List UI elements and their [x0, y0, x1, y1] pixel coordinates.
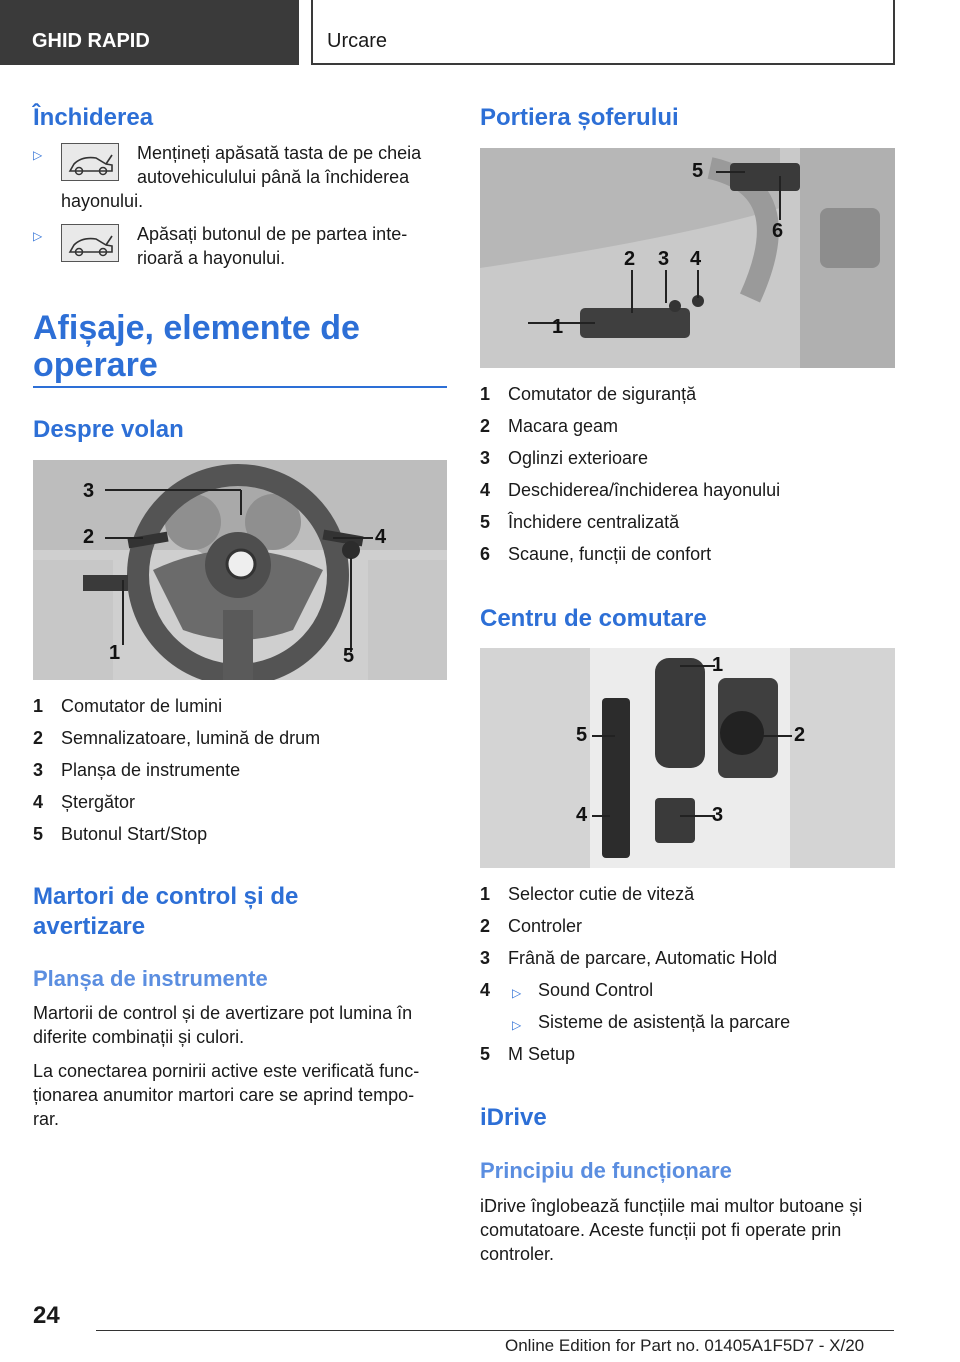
- list-item: 3 Frână de parcare, Automatic Hold: [480, 948, 778, 968]
- wheel-callout-1: 1: [109, 642, 121, 664]
- triangle-bullet-icon: ▷: [512, 1018, 522, 1032]
- wheel-callout-5: 5: [343, 645, 355, 667]
- console-callout-4: 4: [576, 804, 588, 826]
- instr-subheading: Planșa de instrumente: [33, 966, 268, 991]
- door-callout-6: 6: [772, 220, 784, 242]
- list-item: 2 Controler: [480, 916, 583, 936]
- closing-item-2-line2: rioară a hayonului.: [137, 248, 286, 268]
- idrive-line1: iDrive înglobează funcțiile mai multor butoane și: [480, 1196, 863, 1216]
- list-item: 3 Oglinzi exterioare: [480, 448, 649, 468]
- list-item: 1 Comutator de siguranță: [480, 384, 697, 404]
- page-number: 24: [33, 1302, 60, 1329]
- center-console-photo: [480, 648, 895, 868]
- wheel-legend: [33, 694, 447, 854]
- idrive-subheading: Principiu de funcționare: [480, 1158, 732, 1183]
- door-callout-3: 3: [658, 248, 670, 270]
- wheel-heading: Despre volan: [33, 416, 184, 443]
- door-callout-4: 4: [690, 248, 702, 270]
- list-item: 4 Deschiderea/închiderea hayonului: [480, 480, 781, 500]
- header-section: GHID RAPID: [0, 0, 299, 65]
- console-callout-2: 2: [794, 724, 806, 746]
- door-legend: [480, 382, 895, 574]
- list-item: 1 Comutator de lumini: [33, 696, 223, 716]
- door-heading: Portiera șoferului: [480, 104, 679, 131]
- list-item: 2 Macara geam: [480, 416, 619, 436]
- closing-heading: Închiderea: [33, 104, 154, 131]
- console-legend: [480, 882, 895, 1074]
- closing-item-2-line1: Apăsați butonul de pe partea inte‐: [137, 224, 408, 244]
- console-callout-1: 1: [712, 654, 724, 676]
- warning-heading-line2: avertizare: [33, 913, 146, 940]
- door-callout-5: 5: [692, 160, 704, 182]
- closing-item-1-line1: Mențineți apăsată tasta de pe cheia: [137, 143, 422, 163]
- list-item: 3 Planșa de instrumente: [33, 760, 241, 780]
- car-trunk-icon: [61, 143, 119, 181]
- idrive-line2: comutatoare. Aceste funcții pot fi operate prin: [480, 1220, 842, 1240]
- footer-text: Online Edition for Part no. 01405A1F5D7 - X/20: [505, 1336, 865, 1355]
- instr-p1-line1: Martorii de control și de avertizare pot lumina în: [33, 1003, 413, 1023]
- instr-p2-line2: ționarea anumitor martori care se aprind tempo‐: [33, 1085, 415, 1105]
- warning-heading-line1: Martori de control și de: [33, 883, 299, 910]
- list-item: 5 Închidere centralizată: [480, 512, 680, 532]
- list-item: ▷ Sisteme de asistență la parcare: [480, 1010, 895, 1042]
- idrive-heading: iDrive: [480, 1104, 547, 1131]
- instr-p1-line2: diferite combinații și culori.: [33, 1027, 245, 1047]
- console-callout-5: 5: [576, 724, 588, 746]
- steering-wheel-photo: [33, 460, 447, 680]
- closing-item-1-line3: hayonului.: [61, 191, 144, 211]
- door-callout-2: 2: [624, 248, 636, 270]
- list-item: 2 Semnalizatoare, lumină de drum: [33, 728, 321, 748]
- console-heading: Centru de comutare: [480, 605, 707, 632]
- footer-rule: [96, 1330, 894, 1331]
- list-item: 5 M Setup: [480, 1044, 576, 1064]
- displays-heading-line1: Afișaje, elemente de: [33, 309, 360, 347]
- door-callout-1: 1: [552, 316, 564, 338]
- wheel-callout-2: 2: [83, 526, 95, 548]
- list-item: 1 Selector cutie de viteză: [480, 884, 695, 904]
- idrive-line3: controler.: [480, 1244, 555, 1264]
- wheel-callout-3: 3: [83, 480, 95, 502]
- list-item: 4 Ștergător: [33, 792, 136, 812]
- triangle-bullet-icon: ▷: [33, 148, 43, 162]
- list-item: 4 ▷ Sound Control: [480, 978, 895, 1010]
- instr-p2-line1: La conectarea pornirii active este verificată func‐: [33, 1061, 420, 1081]
- closing-item-1-line2: autovehiculului până la închiderea: [137, 167, 410, 187]
- displays-heading-line2: operare: [33, 346, 158, 384]
- triangle-bullet-icon: ▷: [33, 229, 43, 243]
- driver-door-photo: [480, 148, 895, 368]
- header-chapter: Urcare: [311, 0, 895, 65]
- list-item: 6 Scaune, funcții de confort: [480, 544, 712, 564]
- car-trunk-icon: [61, 224, 119, 262]
- list-item: 5 Butonul Start/Stop: [33, 824, 208, 844]
- instr-p2-line3: rar.: [33, 1109, 60, 1129]
- triangle-bullet-icon: ▷: [512, 986, 522, 1000]
- heading-rule: [33, 386, 447, 388]
- console-callout-3: 3: [712, 804, 724, 826]
- wheel-callout-4: 4: [375, 526, 387, 548]
